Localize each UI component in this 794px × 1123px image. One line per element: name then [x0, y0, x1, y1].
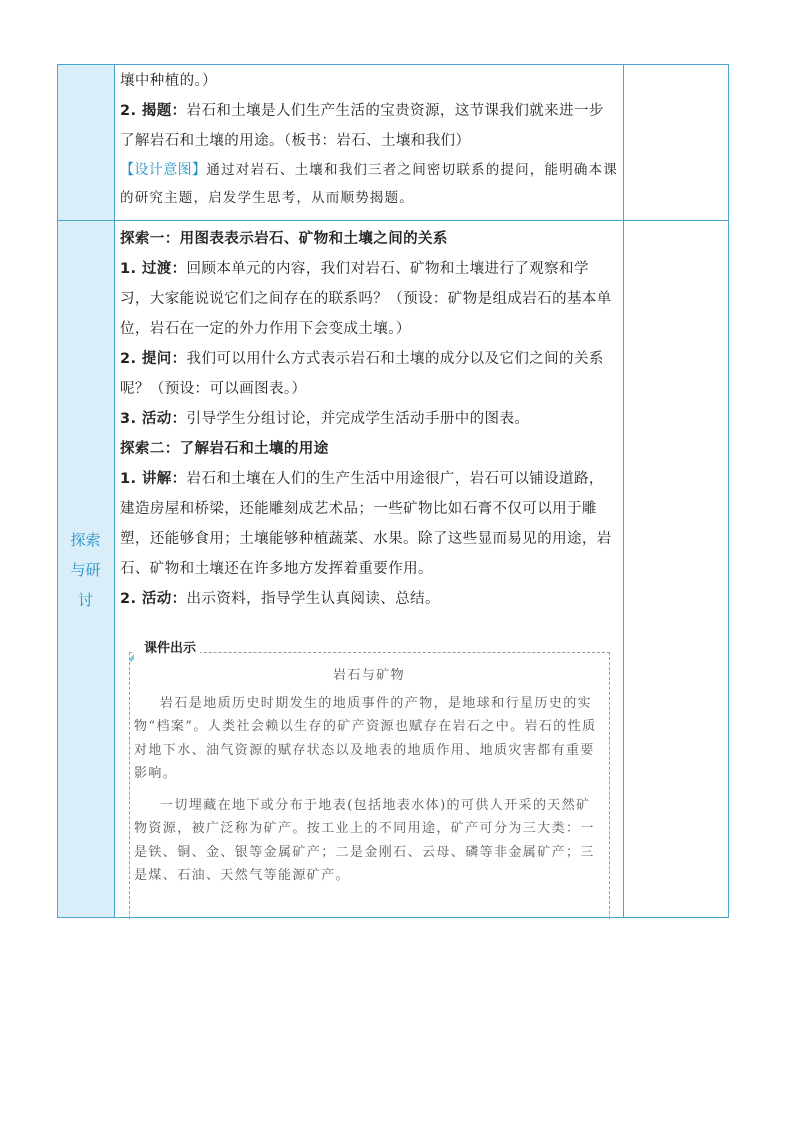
e1-item1-label: 1. 过渡： — [120, 261, 187, 277]
e2-item1-label: 1. 讲解： — [120, 471, 187, 487]
e2-item1 — [120, 464, 618, 584]
e1-item1 — [120, 254, 618, 344]
table-col-divider-1 — [114, 64, 115, 918]
table-row-divider — [57, 220, 728, 221]
e1-item2 — [120, 344, 618, 404]
row2-content — [120, 224, 618, 614]
row1-item2 — [120, 96, 618, 156]
courseware-para-2: 一切埋藏在地下或分布于地表(包括地表水体)的可供人开采的天然矿物资源，被广泛称为矿产。按工业上的不同用途，矿产可分为三大类：一是铁、铜、金、银等金属矿产；二是金刚石、云母、磷等非金属矿产；三是煤、石油、天然气等能源矿产。 — [134, 797, 595, 883]
design-intent — [120, 156, 618, 212]
table-right-border — [728, 64, 729, 918]
side-label-line-2: 与研 — [70, 561, 101, 579]
table-left-border — [57, 64, 58, 918]
side-label-line-1: 探索 — [70, 531, 101, 549]
e2-item1-text: 岩石和土壤在人们的生产生活中用途很广，岩石可以铺设道路，建造房屋和桥梁，还能雕刻成艺术品；一些矿物比如石膏不仅可以用于雕塑，还能够食用；土壤能够种植蔬菜、水果。除了这些显而易见的用途，岩石、矿物和土壤还在许多地方发挥着重要作用。 — [120, 471, 612, 577]
e1-item1-text: 回顾本单元的内容，我们对岩石、矿物和土壤进行了观察和学习，大家能说说它们之间存在的联系吗？（预设：矿物是组成岩石的基本单位，岩石在一定的外力作用下会变成土壤。） — [120, 261, 612, 337]
courseware-tag: 课件出示 — [134, 636, 200, 662]
e1-item3 — [120, 404, 618, 434]
explore2-title: 探索二：了解岩石和土壤的用途 — [120, 441, 329, 457]
e1-item2-text: 我们可以用什么方式表示岩石和土壤的成分以及它们之间的关系呢？（预设：可以画图表。） — [120, 351, 604, 397]
table-top-border — [57, 64, 728, 65]
e1-item3-text: 引导学生分组讨论，并完成学生活动手册中的图表。 — [186, 411, 530, 427]
courseware-title: 岩石与矿物 — [332, 668, 405, 683]
table-col-divider-2 — [623, 64, 624, 918]
row1-content — [120, 66, 618, 212]
e1-item3-label: 3. 活动： — [120, 411, 187, 427]
side-label-explore — [57, 525, 114, 615]
e2-item2-text: 出示资料，指导学生认真阅读、总结。 — [186, 591, 440, 607]
e1-item2-label: 2. 提问： — [120, 351, 187, 367]
design-intent-label: 【设计意图】 — [120, 162, 207, 178]
e2-item2-label: 2. 活动： — [120, 591, 187, 607]
explore1-title: 探索一：用图表表示岩石、矿物和土壤之间的关系 — [120, 231, 448, 247]
table-left-column — [57, 64, 114, 918]
courseware-text — [134, 664, 604, 888]
courseware-para-1: 岩石是地质历史时期发生的地质事件的产物，是地球和行星历史的实物“档案”。人类社会赖以生存的矿产资源也赋存在岩石之中。岩石的性质对地下水、油气资源的赋存状态以及地表的地质作用、地质灾害都有重要影响。 — [134, 695, 597, 781]
row1-item2-label: 2. 揭题： — [120, 103, 187, 119]
row1-item2-text: 岩石和土壤是人们生产生活的宝贵资源，这节课我们就来进一步了解岩石和土壤的用途。（板书：岩石、土壤和我们） — [120, 103, 604, 149]
row1-line-cont: 壤中种植的。） — [120, 73, 218, 89]
e2-item2 — [120, 584, 618, 614]
design-intent-text: 通过对岩石、土壤和我们三者之间密切联系的提问，能明确本课的研究主题，启发学生思考，从而顺势揭题。 — [120, 162, 619, 206]
side-label-line-3: 讨 — [77, 591, 93, 609]
